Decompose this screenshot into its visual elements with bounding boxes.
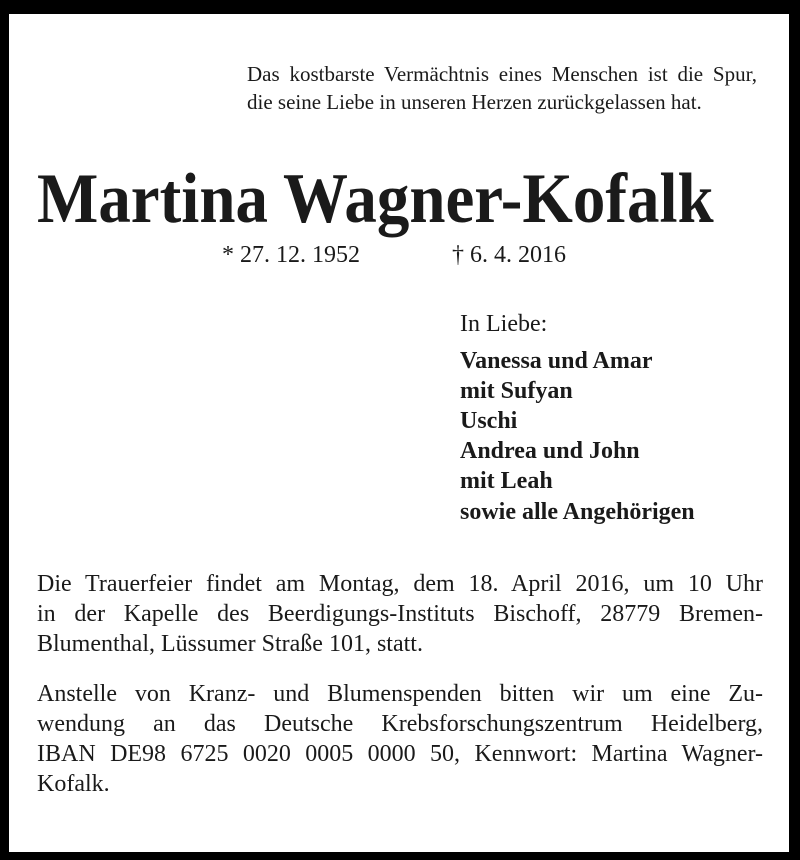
funeral-text-line: in der Kapelle des Beerdigungs-Instituts Bischoff, 28779 Bremen- [37,601,763,627]
obituary-notice [9,14,789,852]
donation-text-line: Kofalk. [37,771,110,797]
family-member: Uschi [460,408,518,434]
family-member: mit Sufyan [460,378,573,404]
donation-text-line: Anstelle von Kranz- und Blumenspenden bitten wir um eine Zu- [37,681,763,707]
quote-line: die seine Liebe in unseren Herzen zurückgelassen hat. [247,90,702,114]
donation-text-line: wendung an das Deutsche Krebsforschungszentrum Heidelberg, [37,711,763,737]
donation-text-line: IBAN DE98 6725 0020 0005 0000 50, Kennwort: Martina Wagner- [37,741,763,767]
family-member: sowie alle Angehörigen [460,499,695,525]
funeral-text-line: Blumenthal, Lüssumer Straße 101, statt. [37,631,423,657]
family-intro: In Liebe: [460,311,548,337]
death-date: † 6. 4. 2016 [452,242,566,268]
family-member: Vanessa und Amar [460,348,653,374]
family-member: mit Leah [460,468,553,494]
funeral-text-line: Die Trauerfeier findet am Montag, dem 18. April 2016, um 10 Uhr [37,571,763,597]
family-member: Andrea und John [460,438,640,464]
birth-date: * 27. 12. 1952 [222,242,360,268]
quote-line: Das kostbarste Vermächtnis eines Menschen ist die Spur, [247,62,757,86]
deceased-name: Martina Wagner-Kofalk [37,160,714,238]
